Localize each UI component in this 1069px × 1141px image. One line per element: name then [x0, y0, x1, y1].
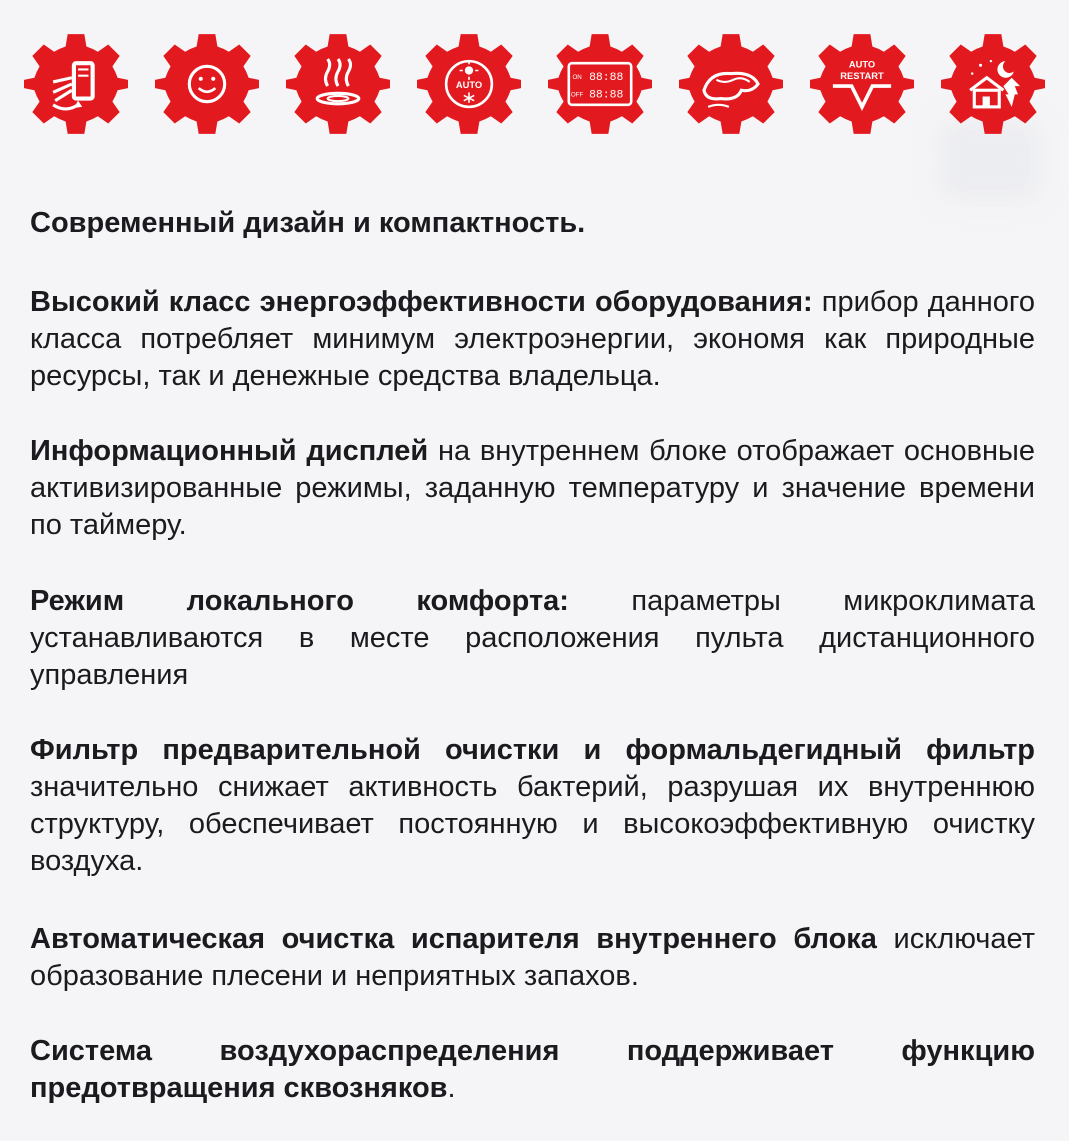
auto-restart-label-1: AUTO: [848, 59, 876, 70]
heating-waves-icon: [286, 32, 390, 136]
auto-mode-icon: [417, 32, 521, 136]
paragraph-design: [30, 205, 1035, 242]
feature-icons-row: [24, 32, 1044, 142]
airflow-louver-icon: [24, 32, 128, 136]
paragraph-filter-heading: Фильтр предварительной очистки и формальдегидный фильтр: [30, 734, 1035, 766]
timer-on-label: ON: [572, 73, 582, 81]
auto-restart-icon: [810, 32, 914, 136]
night-house-icon: [941, 32, 1045, 136]
auto-mode-label: AUTO: [455, 80, 483, 91]
timer-off-label: OFF: [570, 91, 584, 99]
paragraph-filter-text: значительно снижает активность бактерий, разрушая их внутреннюю структуру, обеспечивает постоянную и высокоэффективную очистку воздуха.: [30, 771, 1035, 877]
paragraph-energy-text: прибор данного класса потребляет минимум электроэнергии, экономя как природные ресурсы, так и денежные средства владельца.: [30, 286, 1036, 392]
paragraph-filter: [30, 732, 1035, 880]
paragraph-display-text: на внутреннем блоке отображает основные активизированные режимы, заданную температуру и значение времени по таймеру.: [30, 435, 1035, 541]
paragraph-energy-heading: Высокий класс энергоэффективности оборудования:: [30, 286, 813, 318]
paragraph-design-heading: Современный дизайн и компактность.: [30, 207, 586, 239]
paragraph-evaporator-text: исключает образование плесени и неприятных запахов.: [30, 923, 1035, 992]
timer-off-digits: 88:88: [589, 88, 624, 102]
paragraph-local-comfort: [30, 583, 1035, 694]
paragraph-display-heading: Информационный дисплей: [30, 435, 429, 467]
filter-cleaning-icon: [679, 32, 783, 136]
paragraph-comfort-text: параметры микроклимата устанавливаются в месте расположения пульта дистанционного управления: [30, 585, 1035, 691]
paragraph-comfort-heading: Режим локального комфорта:: [30, 585, 569, 617]
timer-on-digits: 88:88: [589, 70, 624, 84]
paragraph-energy-efficiency: [30, 284, 1035, 395]
on-off-timer-display-icon: [548, 32, 652, 136]
paragraph-air-text: .: [447, 1072, 456, 1104]
paragraph-air-heading: Система воздухораспределения поддерживает функцию предотвращения сквозняков: [30, 1035, 1035, 1104]
paragraph-evaporator-heading: Автоматическая очистка испарителя внутреннего блока: [30, 923, 877, 955]
auto-restart-label-2: RESTART: [840, 70, 884, 81]
paragraph-evaporator-cleaning: [30, 921, 1035, 995]
smile-comfort-icon: [155, 32, 259, 136]
paragraph-display: [30, 433, 1035, 544]
paragraph-air-distribution: [30, 1033, 1035, 1107]
